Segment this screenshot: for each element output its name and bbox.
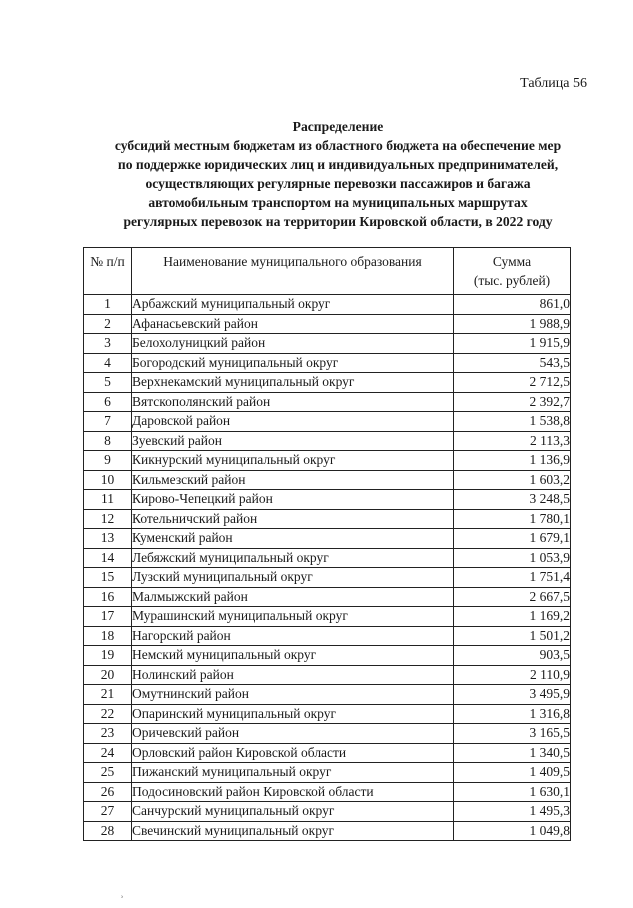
row-number: 5: [84, 373, 132, 393]
column-header-name: Наименование муниципального образования: [132, 248, 454, 295]
row-number: 7: [84, 412, 132, 432]
table-row: [84, 782, 571, 802]
column-header-sum: [454, 248, 571, 295]
table-row: [84, 314, 571, 334]
subsidy-amount: 1 136,9: [454, 451, 571, 471]
table-row: [84, 802, 571, 822]
subsidy-amount: 1 340,5: [454, 743, 571, 763]
subsidy-amount: 861,0: [454, 295, 571, 315]
column-header-sum-line1: Сумма: [492, 254, 532, 269]
scan-mark: ʾ: [120, 893, 124, 907]
subsidy-amount: 1 495,3: [454, 802, 571, 822]
municipality-name: Санчурский муниципальный округ: [132, 802, 454, 822]
municipality-name: Верхнекамский муниципальный округ: [132, 373, 454, 393]
municipality-name: Свечинский муниципальный округ: [132, 821, 454, 841]
table-row: [84, 451, 571, 471]
row-number: 24: [84, 743, 132, 763]
row-number: 4: [84, 353, 132, 373]
row-number: 1: [84, 295, 132, 315]
table-row: [84, 431, 571, 451]
subsidy-amount: 1 169,2: [454, 607, 571, 627]
table-row: [84, 665, 571, 685]
table-row: [84, 626, 571, 646]
subsidy-amount: 3 495,9: [454, 685, 571, 705]
subsidy-amount: 2 110,9: [454, 665, 571, 685]
row-number: 8: [84, 431, 132, 451]
municipality-name: Орловский район Кировской области: [132, 743, 454, 763]
row-number: 20: [84, 665, 132, 685]
municipality-name: Лебяжский муниципальный округ: [132, 548, 454, 568]
row-number: 6: [84, 392, 132, 412]
subsidy-amount: 1 501,2: [454, 626, 571, 646]
row-number: 19: [84, 646, 132, 666]
municipality-name: Нолинский район: [132, 665, 454, 685]
municipality-name: Оричевский район: [132, 724, 454, 744]
subsidy-amount: 2 392,7: [454, 392, 571, 412]
row-number: 10: [84, 470, 132, 490]
table-row: [84, 685, 571, 705]
table-row: [84, 509, 571, 529]
table-header-row: [84, 248, 571, 295]
subsidy-amount: 1 780,1: [454, 509, 571, 529]
row-number: 15: [84, 568, 132, 588]
table-row: [84, 490, 571, 510]
subsidy-amount: 1 053,9: [454, 548, 571, 568]
subsidy-amount: 1 630,1: [454, 782, 571, 802]
row-number: 14: [84, 548, 132, 568]
subsidy-amount: 2 113,3: [454, 431, 571, 451]
municipality-name: Омутнинский район: [132, 685, 454, 705]
table-row: [84, 587, 571, 607]
title-line: осуществляющих регулярные перевозки пассажиров и багажа: [145, 176, 531, 191]
subsidy-amount: 1 915,9: [454, 334, 571, 354]
column-header-sum-line2: (тыс. рублей): [473, 273, 551, 288]
subsidy-amount: 1 679,1: [454, 529, 571, 549]
title-line: Распределение: [292, 119, 384, 134]
table-row: [84, 763, 571, 783]
table-row: [84, 548, 571, 568]
municipality-name: Афанасьевский район: [132, 314, 454, 334]
subsidy-distribution-table: [83, 247, 571, 841]
row-number: 2: [84, 314, 132, 334]
table-row: [84, 607, 571, 627]
municipality-name: Котельничский район: [132, 509, 454, 529]
municipality-name: Куменский район: [132, 529, 454, 549]
subsidy-amount: 3 248,5: [454, 490, 571, 510]
municipality-name: Кикнурский муниципальный округ: [132, 451, 454, 471]
subsidy-amount: 2 712,5: [454, 373, 571, 393]
table-row: [84, 353, 571, 373]
row-number: 3: [84, 334, 132, 354]
municipality-name: Нагорский район: [132, 626, 454, 646]
subsidy-amount: 1 409,5: [454, 763, 571, 783]
table-row: [84, 821, 571, 841]
municipality-name: Кильмезский район: [132, 470, 454, 490]
title-line: автомобильным транспортом на муниципальных маршрутах: [148, 195, 528, 210]
table-row: [84, 568, 571, 588]
row-number: 27: [84, 802, 132, 822]
row-number: 25: [84, 763, 132, 783]
document-title: [60, 117, 616, 231]
subsidy-amount: 1 603,2: [454, 470, 571, 490]
title-line: по поддержке юридических лиц и индивидуальных предпринимателей,: [117, 157, 559, 172]
row-number: 17: [84, 607, 132, 627]
subsidy-amount: 2 667,5: [454, 587, 571, 607]
row-number: 16: [84, 587, 132, 607]
row-number: 21: [84, 685, 132, 705]
row-number: 22: [84, 704, 132, 724]
table-row: [84, 412, 571, 432]
table-row: [84, 704, 571, 724]
row-number: 26: [84, 782, 132, 802]
municipality-name: Лузский муниципальный округ: [132, 568, 454, 588]
table-row: [84, 334, 571, 354]
municipality-name: Белохолуницкий район: [132, 334, 454, 354]
municipality-name: Немский муниципальный округ: [132, 646, 454, 666]
municipality-name: Вятскополянский район: [132, 392, 454, 412]
table-row: [84, 724, 571, 744]
row-number: 13: [84, 529, 132, 549]
municipality-name: Зуевский район: [132, 431, 454, 451]
table-row: [84, 529, 571, 549]
subsidy-amount: 1 751,4: [454, 568, 571, 588]
row-number: 28: [84, 821, 132, 841]
municipality-name: Мурашинский муниципальный округ: [132, 607, 454, 627]
municipality-name: Пижанский муниципальный округ: [132, 763, 454, 783]
table-row: [84, 470, 571, 490]
column-header-number: № п/п: [84, 248, 132, 295]
table-row: [84, 392, 571, 412]
subsidy-amount: 1 988,9: [454, 314, 571, 334]
subsidy-amount: 1 316,8: [454, 704, 571, 724]
table-row: [84, 743, 571, 763]
row-number: 23: [84, 724, 132, 744]
municipality-name: Опаринский муниципальный округ: [132, 704, 454, 724]
municipality-name: Арбажский муниципальный округ: [132, 295, 454, 315]
row-number: 18: [84, 626, 132, 646]
municipality-name: Кирово-Чепецкий район: [132, 490, 454, 510]
table-number-label: Таблица 56: [520, 76, 587, 91]
title-line: регулярных перевозок на территории Кировской области, в 2022 году: [123, 214, 553, 229]
municipality-name: Подосиновский район Кировской области: [132, 782, 454, 802]
municipality-name: Малмыжский район: [132, 587, 454, 607]
subsidy-amount: 1 049,8: [454, 821, 571, 841]
row-number: 9: [84, 451, 132, 471]
row-number: 12: [84, 509, 132, 529]
subsidy-amount: 3 165,5: [454, 724, 571, 744]
row-number: 11: [84, 490, 132, 510]
subsidy-amount: 903,5: [454, 646, 571, 666]
municipality-name: Богородский муниципальный округ: [132, 353, 454, 373]
title-line: субсидий местным бюджетам из областного бюджета на обеспечение мер: [114, 138, 562, 153]
table-row: [84, 646, 571, 666]
subsidy-amount: 1 538,8: [454, 412, 571, 432]
subsidy-amount: 543,5: [454, 353, 571, 373]
municipality-name: Даровской район: [132, 412, 454, 432]
table-row: [84, 373, 571, 393]
table-row: [84, 295, 571, 315]
